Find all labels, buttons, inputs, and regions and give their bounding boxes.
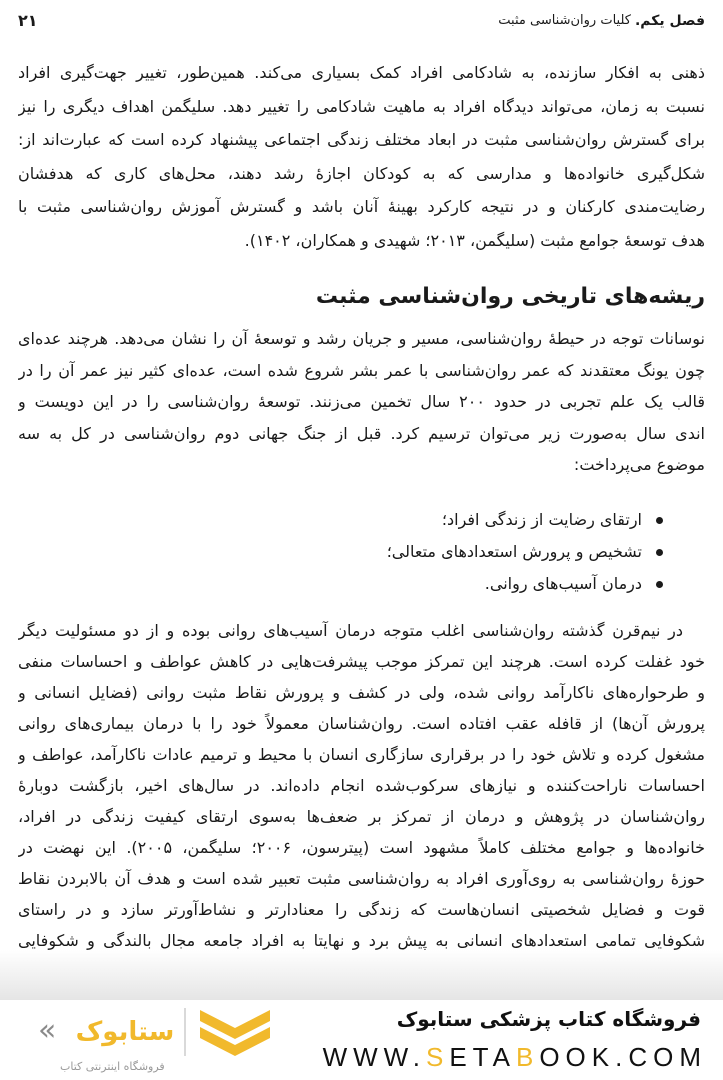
text-line: روان‌شناسان در پژوهش و درمان از تمرکز بر ضعف‌ها به‌سوی ارتقای کیفیت زندگی در افراد، <box>18 807 705 826</box>
svg-text:«: « <box>38 1013 57 1048</box>
setabook-logo <box>30 1006 280 1056</box>
text-line: رضایت‌مندی کارکنان و در نتیجه کارکرد بهینهٔ آنان باشد و گسترش آموزش روان‌شناسی مثبت با <box>18 197 705 216</box>
paragraph-1 <box>18 56 705 257</box>
text-line: موضوع می‌پرداخت: <box>573 455 705 474</box>
logo-text: ستابوک <box>75 1017 175 1047</box>
page-header <box>18 8 705 34</box>
bullet-list <box>387 504 663 600</box>
list-item-text: درمان آسیب‌های روانی. <box>484 574 642 593</box>
text-line: در نیم‌قرن گذشته روان‌شناسی اغلب متوجه درمان آسیب‌های روانی بوده و از دو مسئولیت دیگر <box>18 621 683 640</box>
text-line: شکل‌گیری خانواده‌ها و مدارسی که به کودکان اجازهٔ رشد دهند، محل‌های کاری که هدفشان <box>18 163 705 183</box>
list-item <box>387 504 663 536</box>
text-line: چون یونگ معتقدند که عمر روان‌شناسی با عمر بشر شروع شده است، عده‌ای کثیر نیز عمر آن را در <box>18 360 705 380</box>
text-line: نوسانات توجه در حیطهٔ روان‌شناسی، مسیر و جریان رشد و توسعهٔ آن را نشان می‌دهد. هرچند عده‌ای <box>18 329 705 348</box>
url-part: OOK.COM <box>539 1042 707 1072</box>
url-part: S <box>426 1042 450 1072</box>
shop-name: فروشگاه کتاب پزشکی ستابوک <box>396 1007 701 1031</box>
text-line: شکوفایی تمامی استعدادهای انسانی به پیش برد و نهایتا به افراد جامعه مجال بالندگی و شکوفایی <box>18 931 705 950</box>
text-line: نسبت به زمان، می‌تواند دیدگاه افراد به ماهیت شادکامی را تغییر دهد. سلیگمن اهداف دیگری را نیز <box>18 96 705 116</box>
chapter-title: کلیات روان‌شناسی مثبت <box>498 13 631 28</box>
text-line: خانواده‌ها و جوامع مختلف کاملاً مشهود است (پیترسون، ۲۰۰۶؛ سلیگمن، ۲۰۰۵). این نهضت در <box>18 838 705 857</box>
text-line: حوزهٔ روان‌شناسی به روی‌آوری افراد به روان‌شناسی مثبت تعبیر شده است و هدف آن بالابردن نقاط <box>18 869 705 888</box>
text-line: احساسات ناراحت‌کننده و نیازهای سرکوب‌شده انجام داده‌اند. در سال‌های اخیر، بازگشت دوبارهٔ <box>18 776 705 795</box>
bullet-icon <box>656 581 663 588</box>
logo-subtitle: فروشگاه اینترنتی کتاب <box>60 1060 165 1073</box>
text-line: قوت و فضایل شخصیتی انسان‌هاست که زندگی را معنادارتر و نشاط‌آورتر سازد و در راستای <box>18 900 705 919</box>
text-line: مشغول کرده و تلاش خود را در برقراری سازگاری انسان با محیط و ترمیم عادات ناکارآمد، عواطف و <box>18 745 705 764</box>
list-item <box>387 536 663 568</box>
text-line: اندی سال به‌صورت زیر می‌توان ترسیم کرد. قبل از جنگ جهانی دوم روان‌شناسی در کل به سه <box>18 423 705 443</box>
text-line: خود غفلت کرده است. هرچند این تمرکز موجب پیشرفت‌هایی در کاهش عواطف و احساسات منفی <box>18 652 705 671</box>
list-item-text: ارتقای رضایت از زندگی افراد؛ <box>441 510 642 529</box>
url-part: WWW. <box>322 1042 426 1072</box>
text-line: برای گسترش روان‌شناسی مثبت در ابعاد مختلف زندگی اجتماعی پیشنهاد کرده است که عبارت‌اند از: <box>18 130 705 149</box>
list-item-text: تشخیص و پرورش استعدادهای متعالی؛ <box>386 542 642 561</box>
text-line: پرورش آن‌ها) از قافله عقب افتاده است. روان‌شناسان معمولاً خود را با درمان بیماری‌های روانی <box>18 714 705 733</box>
footer-banner <box>0 1000 723 1080</box>
text-line: هدف توسعهٔ جوامع مثبت (سلیگمن، ۲۰۱۳؛ شهیدی و همکاران، ۱۴۰۲). <box>244 230 705 250</box>
shop-url[interactable] <box>323 1040 707 1074</box>
bullet-icon <box>656 517 663 524</box>
text-line: و طرحواره‌های ناکارآمد روانی شده، ولی در کشف و پرورش نقاط مثبت روانی (فضایل انسانی و <box>18 683 705 702</box>
paragraph-3 <box>18 615 705 956</box>
url-part: B <box>515 1042 540 1072</box>
list-item <box>387 568 663 600</box>
section-heading: ریشه‌های تاریخی روان‌شناسی مثبت <box>315 284 705 309</box>
text-line: قالب یک علم تجربی در حدود ۲۰۰ سال تخمین می‌زنند. توسعهٔ روان‌شناسی را در این دویست و <box>18 392 705 411</box>
text-line: ذهنی به افکار سازنده، به شادکامی افراد کمک بسیاری می‌کند. همین‌طور، تغییر جهت‌گیری افراد <box>18 63 705 82</box>
page-number: ۲۱ <box>18 11 38 30</box>
bullet-icon <box>656 549 663 556</box>
paragraph-2 <box>18 323 705 481</box>
chapter-label: فصل یکم. <box>634 13 705 29</box>
url-part: ETA <box>449 1042 516 1072</box>
page-fade <box>0 950 723 1002</box>
